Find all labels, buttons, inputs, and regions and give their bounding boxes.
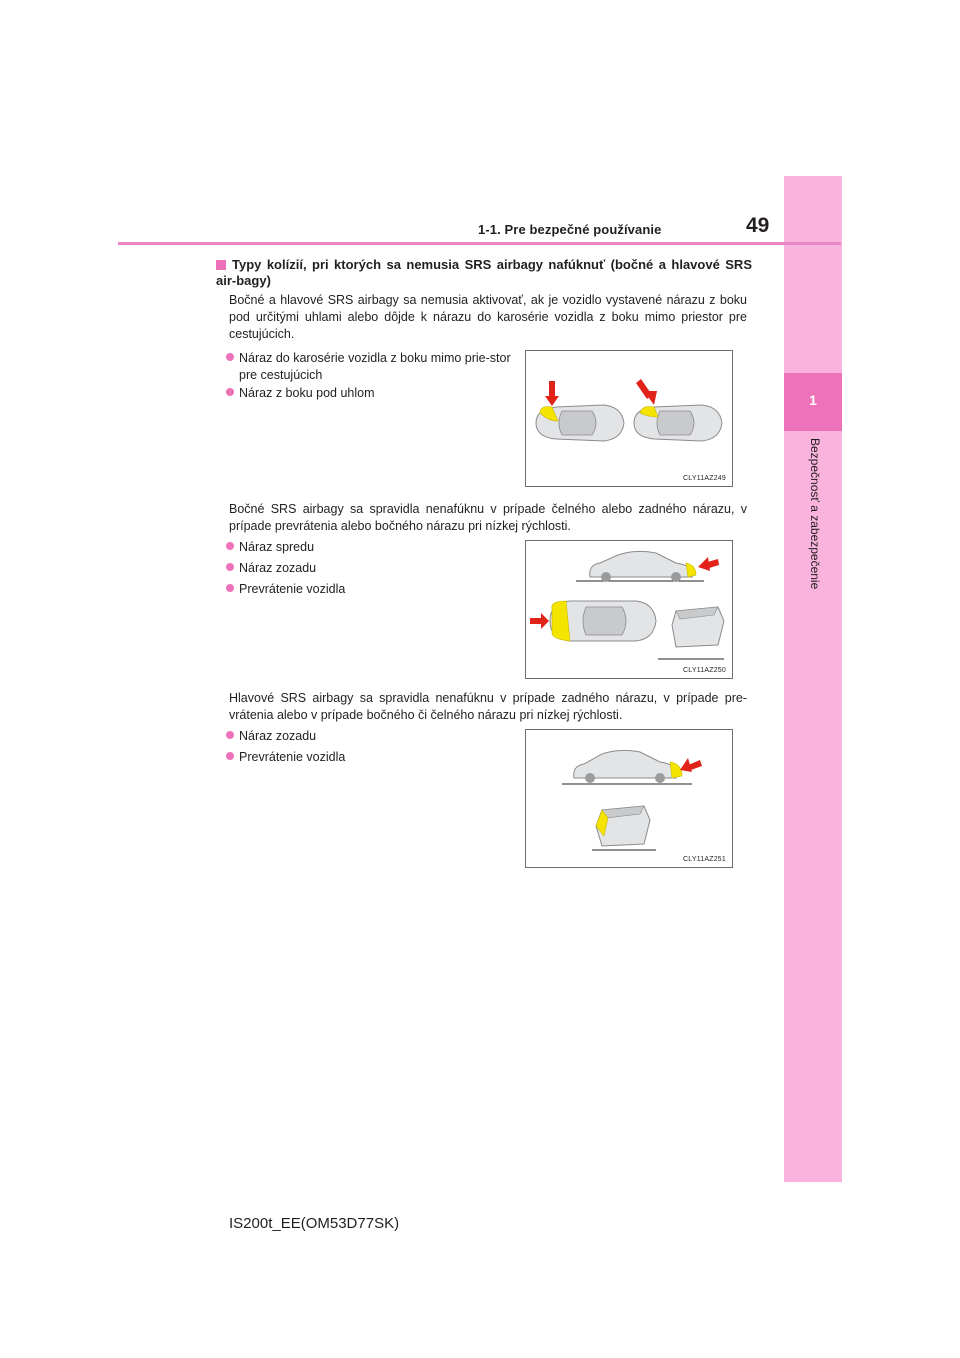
- side-impact-illustration: [526, 351, 732, 486]
- arrow-icon: [530, 613, 549, 629]
- figure-rear-rollover: [525, 729, 733, 868]
- section-heading: Typy kolízií, pri ktorých sa nemusia SRS airbagy nafúknuť (bočné a hlavové SRS air-bagy): [216, 257, 752, 288]
- figure-front-rear-rollover: [525, 540, 733, 679]
- arrow-icon: [545, 381, 559, 406]
- model-code: IS200t_EE(OM53D77SK): [229, 1215, 400, 1232]
- list-item: Náraz zozadu: [226, 560, 516, 577]
- figure-code: CLY11AZ249: [683, 475, 726, 482]
- section-header: 1-1. Pre bezpečné používanie: [478, 222, 662, 237]
- bullet-dot-icon: [226, 731, 234, 739]
- chapter-number: 1: [809, 392, 817, 408]
- list-item: Náraz z boku pod uhlom: [226, 385, 516, 402]
- bullet-dot-icon: [226, 584, 234, 592]
- paragraph-curtain-airbags: Hlavové SRS airbagy sa spravidla nenafúknu v prípade zadného nárazu, v prípade pre-vrátenia alebo v prípade bočného či čelného nárazu pri nízkej rýchlosti.: [229, 691, 747, 722]
- bullet-dot-icon: [226, 388, 234, 396]
- bullet-dot-icon: [226, 752, 234, 760]
- figure-code: CLY11AZ251: [683, 856, 726, 863]
- car-top-view-icon: [634, 405, 722, 441]
- car-top-view-icon: [550, 601, 656, 641]
- car-side-view-icon: [562, 750, 692, 784]
- list-item: Náraz do karosérie vozidla z boku mimo prie-stor pre cestujúcich: [226, 350, 516, 384]
- car-top-view-icon: [536, 405, 624, 441]
- list-item: Prevrátenie vozidla: [226, 581, 516, 598]
- list-item: Prevrátenie vozidla: [226, 749, 516, 766]
- page-number: 49: [746, 214, 770, 237]
- paragraph-side-airbags: Bočné SRS airbagy sa spravidla nenafúknu v prípade čelného alebo zadného nárazu, v prípade prevrátenia alebo bočného nárazu pri nízkej rýchlosti.: [229, 502, 747, 533]
- list-item: Náraz spredu: [226, 539, 516, 556]
- list-item: Náraz zozadu: [226, 728, 516, 745]
- arrow-icon: [680, 758, 702, 772]
- bullet-dot-icon: [226, 563, 234, 571]
- car-rollover-icon: [592, 806, 656, 850]
- bullet-dot-icon: [226, 353, 234, 361]
- arrow-icon: [698, 557, 719, 571]
- front-rear-rollover-illustration: [526, 541, 732, 678]
- intro-paragraph: Bočné a hlavové SRS airbagy sa nemusia aktivovať, ak je vozidlo vystavené nárazu z boku pod určitými uhlami alebo dôjde k nárazu do karosérie vozidla z boku mimo priestor pre cestujúcich.: [229, 293, 747, 341]
- car-rollover-icon: [658, 607, 724, 659]
- arrow-icon: [636, 379, 657, 405]
- car-side-view-icon: [576, 551, 704, 582]
- rear-rollover-illustration: [526, 730, 732, 867]
- chapter-side-tab: [784, 176, 842, 1182]
- figure-code: CLY11AZ250: [683, 667, 726, 674]
- square-bullet-icon: [216, 260, 226, 270]
- bullet-dot-icon: [226, 542, 234, 550]
- chapter-title: Bezpečnosť a zabezpečenie: [808, 438, 822, 590]
- header-rule: [118, 242, 841, 245]
- figure-side-impact: [525, 350, 733, 487]
